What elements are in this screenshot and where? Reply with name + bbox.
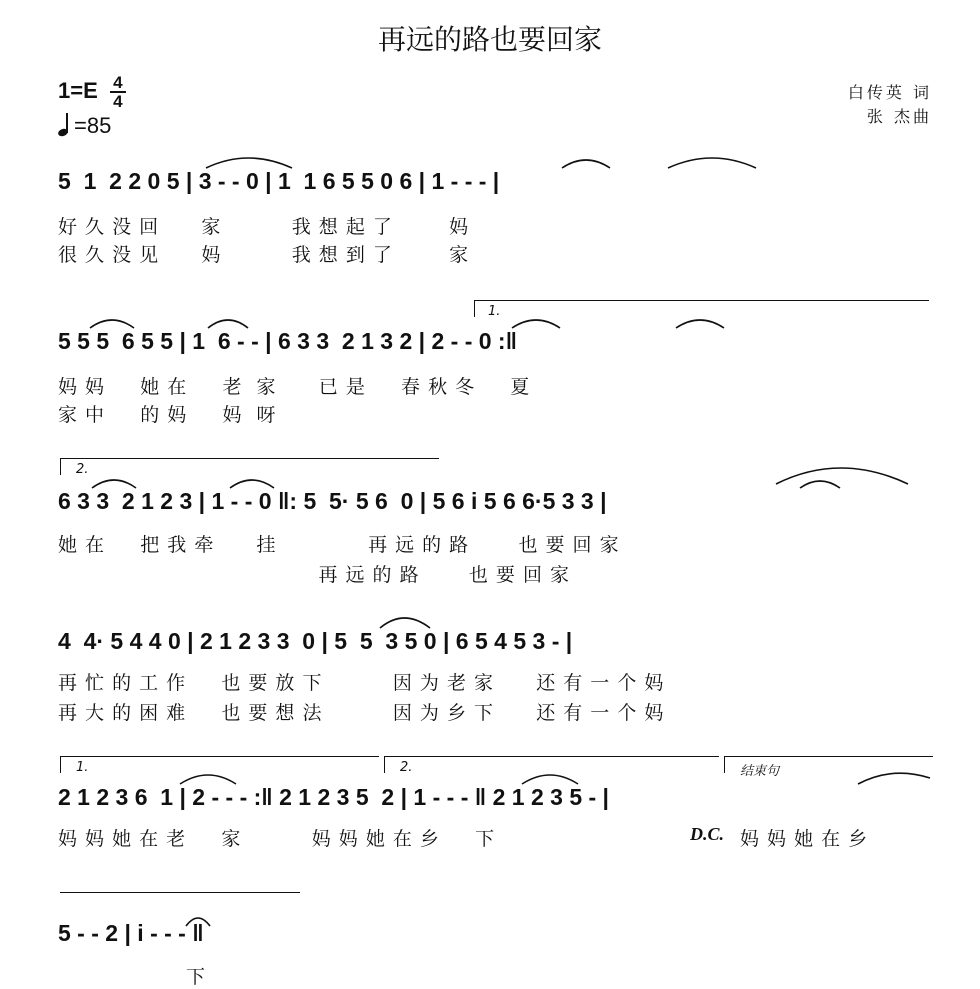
slur	[230, 480, 274, 488]
volta-label-5a: 1.	[76, 760, 89, 775]
row2-lyrics-v1: 妈 妈 她 在 老 家 已 是 春 秋 冬 夏	[58, 376, 531, 398]
slur	[776, 468, 908, 484]
row1-lyrics-v2: 很 久 没 见 妈 我 想 到 了 家	[58, 244, 470, 266]
slur	[668, 158, 756, 168]
row4-lyrics-v2: 再 大 的 困 难 也 要 想 法 因 为 乡 下 还 有 一 个 妈	[58, 702, 665, 724]
row5-notes: 2 1 2 3 6 1 | 2 - - - :‖ 2 1 2 3 5 2 | 1 - - - ‖ 2 1 2 3 5 - |	[58, 784, 609, 810]
slur	[858, 773, 930, 784]
volta-label-1: 1.	[488, 304, 501, 319]
row6-lyrics: 下	[186, 966, 207, 988]
volta-label-2: 2.	[76, 462, 89, 477]
slur	[512, 320, 560, 328]
volta-label-ending: 结束句	[740, 764, 780, 779]
row6-notes: 5 - - 2 | i - - - ‖	[58, 920, 204, 946]
row2-notes: 5 5 5 6 5 5 | 1 6 - - | 6 3 3 2 1 3 2 | 2 - - 0 :‖	[58, 328, 518, 354]
slur	[562, 160, 610, 168]
row1-notes: 5 1 2 2 0 5 | 3 - - 0 | 1 1 6 5 5 0 6 | 1 - - - |	[58, 168, 500, 194]
lyricist-credit: 白传英 词	[847, 83, 932, 102]
slurs	[90, 158, 930, 926]
row3-lyrics-v1: 她 在 把 我 牵 挂 再 远 的 路 也 要 回 家	[58, 534, 620, 556]
row5-lyrics-v1: 妈 妈 她 在 老 家 妈 妈 她 在 乡 下	[58, 828, 496, 850]
row4-notes: 4 4· 5 4 4 0 | 2 1 2 3 3 0 | 5 5 3 5 0 | 6 5 4 5 3 - |	[58, 628, 573, 654]
song-title: 再远的路也要回家	[377, 23, 602, 56]
row2-lyrics-v2: 家 中 的 妈 妈 呀	[58, 404, 277, 426]
slur	[676, 320, 724, 328]
slur	[800, 481, 840, 488]
slur	[92, 480, 136, 488]
row3-notes: 6 3 3 2 1 2 3 | 1 - - 0 ‖: 5 5· 5 6 0 | 5 6 i 5 6 6·5 3 3 |	[58, 488, 607, 514]
row1-lyrics-v1: 好 久 没 回 家 我 想 起 了 妈	[58, 216, 470, 238]
composer-credit: 张 杰曲	[866, 107, 932, 126]
volta-label-5b: 2.	[400, 760, 413, 775]
row4-lyrics-v1: 再 忙 的 工 作 也 要 放 下 因 为 老 家 还 有 一 个 妈	[58, 672, 665, 694]
fermata-icon	[186, 918, 210, 926]
row3-lyrics-v2: 再 远 的 路 也 要 回 家	[58, 564, 570, 586]
slur	[180, 775, 236, 784]
slur	[208, 320, 248, 328]
key-label: 1=E	[58, 77, 98, 103]
slur	[206, 158, 292, 168]
time-top: 4	[113, 73, 123, 92]
dc-marking: D.C.	[690, 824, 725, 844]
slur	[90, 320, 134, 328]
slur	[380, 618, 430, 628]
slur	[522, 775, 578, 784]
time-bottom: 4	[113, 92, 123, 111]
tempo-value: =85	[74, 113, 112, 138]
row5-lyrics-ending: 妈 妈 她 在 乡	[740, 828, 869, 850]
